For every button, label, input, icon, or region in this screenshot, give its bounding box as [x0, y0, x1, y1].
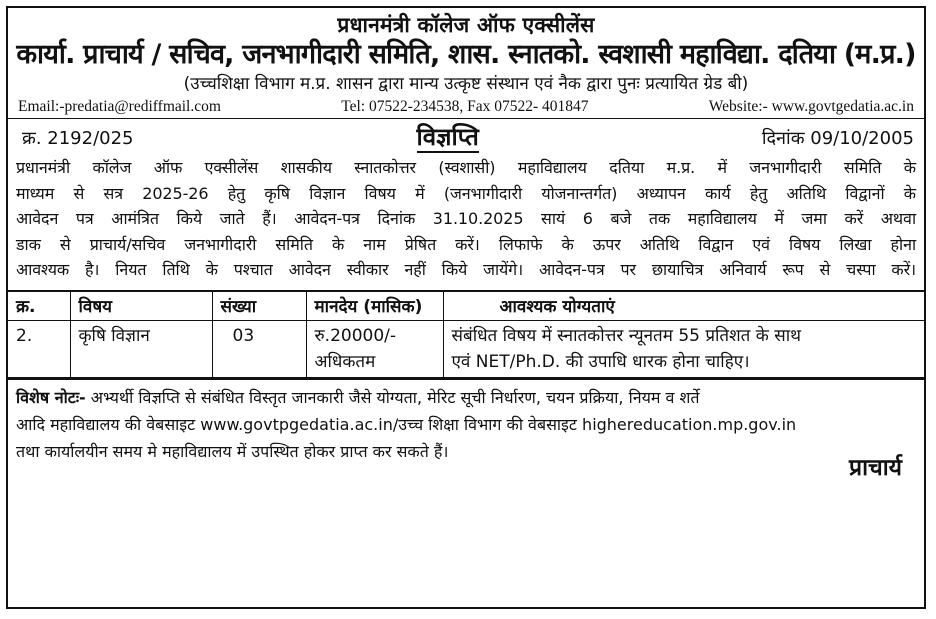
cell-subject: कृषि विज्ञान [70, 320, 212, 377]
note-label: विशेष नोटः- [16, 387, 86, 407]
header-sno: क्र. [8, 291, 70, 321]
letterhead [8, 12, 924, 96]
notice-title: विज्ञप्ति [416, 123, 479, 151]
email-text: Email:-predatia@rediffmail.com [18, 98, 221, 115]
header-honorarium: मानदेय (मासिक) [306, 291, 443, 321]
special-note [8, 378, 924, 490]
honorarium-limit: अधिकतम [314, 351, 376, 372]
post-table [8, 290, 924, 378]
qualification-line: संबंधित विषय में स्नातकोत्तर न्यूनतम 55 प्रतिशत के साथ [451, 325, 801, 346]
notice-date: दिनांक 09/10/2005 [761, 128, 914, 149]
contact-line [8, 96, 924, 118]
body-line: आवश्यक है। नियत तिथि के पश्चात आवेदन स्वीकार नहीं किये जायेंगे। आवेदन-पत्र पर छायाचित्र अनिवार्य रूप से चस्पा करें। [16, 260, 916, 280]
reference-row [8, 119, 924, 153]
notice-document [6, 6, 926, 609]
phone-text: Tel: 07522-234538, Fax 07522- 401847 [341, 98, 589, 115]
note-text: अभ्यर्थी विज्ञप्ति से संबंधित विस्तृत जानकारी जैसे योग्यता, मेरिट सूची निर्धारण, चयन प्रक्रिया, नियम व शर्ते [85, 387, 700, 407]
note-text: आदि महाविद्यालय की वेबसाइट www.govtpgedatia.ac.in/उच्च शिक्षा विभाग की वेबसाइट highereducation.mp.gov.in [16, 414, 797, 434]
cell-sno: 2. [8, 320, 70, 377]
institution-title: प्रधानमंत्री कॉलेज ऑफ एक्सीलेंस [337, 13, 595, 37]
note-text: तथा कार्यालयीन समय मे महाविद्यालय में उपस्थित होकर प्राप्त कर सकते हैं। [16, 441, 449, 461]
cell-qualification [443, 320, 924, 377]
header-subject: विषय [70, 291, 212, 321]
qualification-line: एवं NET/Ph.D. की उपाधि धारक होना चाहिए। [451, 351, 750, 372]
body-line: डाक से प्राचार्य/सचिव जनभागीदारी समिति के नाम प्रेषित करें। लिफाफे के ऊपर अतिथि विद्वान एवं विषय लिखा होना [16, 234, 916, 254]
cell-count: 03 [212, 320, 306, 377]
honorarium-amount: रु.20000/- [314, 325, 397, 346]
body-line: प्रधानमंत्री कॉलेज ऑफ एक्सीलेंस शासकीय स्नातकोत्तर (स्वशासी) महाविद्यालय दतिया म.प्र. में जनभागीदारी समिति के [16, 158, 916, 177]
body-line: आवेदन पत्र आमंत्रित किये जाते हैं। आवेदन-पत्र दिनांक 31.10.2025 सायं 6 बजे तक महाविद्यालय में जमा करें अथवा [16, 209, 916, 229]
cell-honorarium [306, 320, 443, 377]
office-title: कार्या. प्राचार्य / सचिव, जनभागीदारी समिति, शास. स्नातको. स्वशासी महाविद्या. दतिया (म.प्र.) [16, 39, 916, 70]
body-line: माध्यम से सत्र 2025-26 हेतु कृषि विज्ञान विषय में (जनभागीदारी योजनान्तर्गत) अध्यापन कार्य हेतु अतिथि विद्वानों के [16, 183, 916, 203]
accreditation-line: (उच्चशिक्षा विभाग म.प्र. शासन द्वारा मान्य उत्कृष्ट संस्थान एवं नैक द्वारा पुनः प्रत्यायित ग्रेड बी) [183, 74, 749, 94]
table-header-row [8, 291, 924, 321]
notice-body [8, 153, 924, 283]
website-text: Website:- www.govtgedatia.ac.in [708, 98, 914, 115]
header-count: संख्या [212, 291, 306, 321]
table-row [8, 320, 924, 377]
header-qualification: आवश्यक योग्यताएं [443, 291, 924, 321]
reference-number: क्र. 2192/025 [22, 128, 134, 149]
signature: प्राचार्य [849, 454, 902, 481]
